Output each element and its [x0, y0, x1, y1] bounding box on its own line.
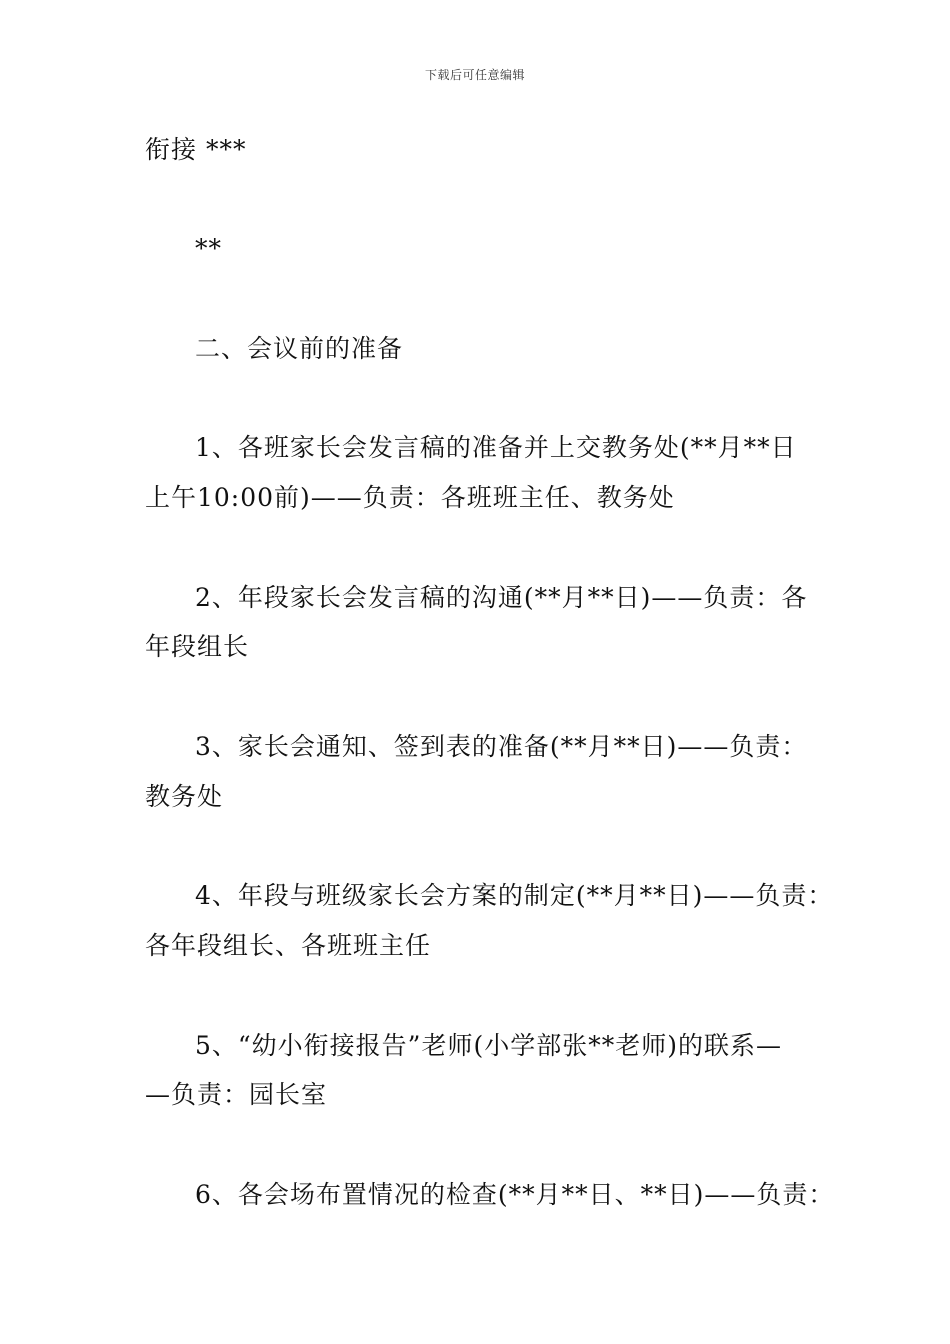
item-2-line-1: 2、年段家长会发言稿的沟通(**月**日)——负责：各 — [195, 583, 808, 612]
item-1-line-2: 上午10:00前)——负责：各班班主任、教务处 — [145, 483, 675, 512]
item-4-line-2: 各年段组长、各班班主任 — [145, 931, 432, 960]
item-6-line-1: 6、各会场布置情况的检查(**月**日、**日)——负责： — [195, 1180, 835, 1209]
item-4-line-1: 4、年段与班级家长会方案的制定(**月**日)——负责： — [195, 881, 834, 910]
item-3-line-2: 教务处 — [145, 782, 224, 811]
item-5-line-2: —负责：园长室 — [145, 1080, 328, 1109]
item-3-line-1: 3、家长会通知、签到表的准备(**月**日)——负责： — [195, 732, 808, 761]
header-note: 下载后可任意编辑 — [424, 68, 525, 82]
section-heading: 二、会议前的准备 — [195, 334, 404, 363]
item-1-line-1: 1、各班家长会发言稿的准备并上交教务处(**月**日 — [195, 433, 797, 462]
body-line-continuation: 衔接 *** — [145, 135, 247, 164]
item-5-line-1: 5、“幼小衔接报告”老师(小学部张**老师)的联系— — [195, 1031, 782, 1060]
body-line-stars: ** — [195, 234, 222, 263]
item-2-line-2: 年段组长 — [145, 632, 250, 661]
